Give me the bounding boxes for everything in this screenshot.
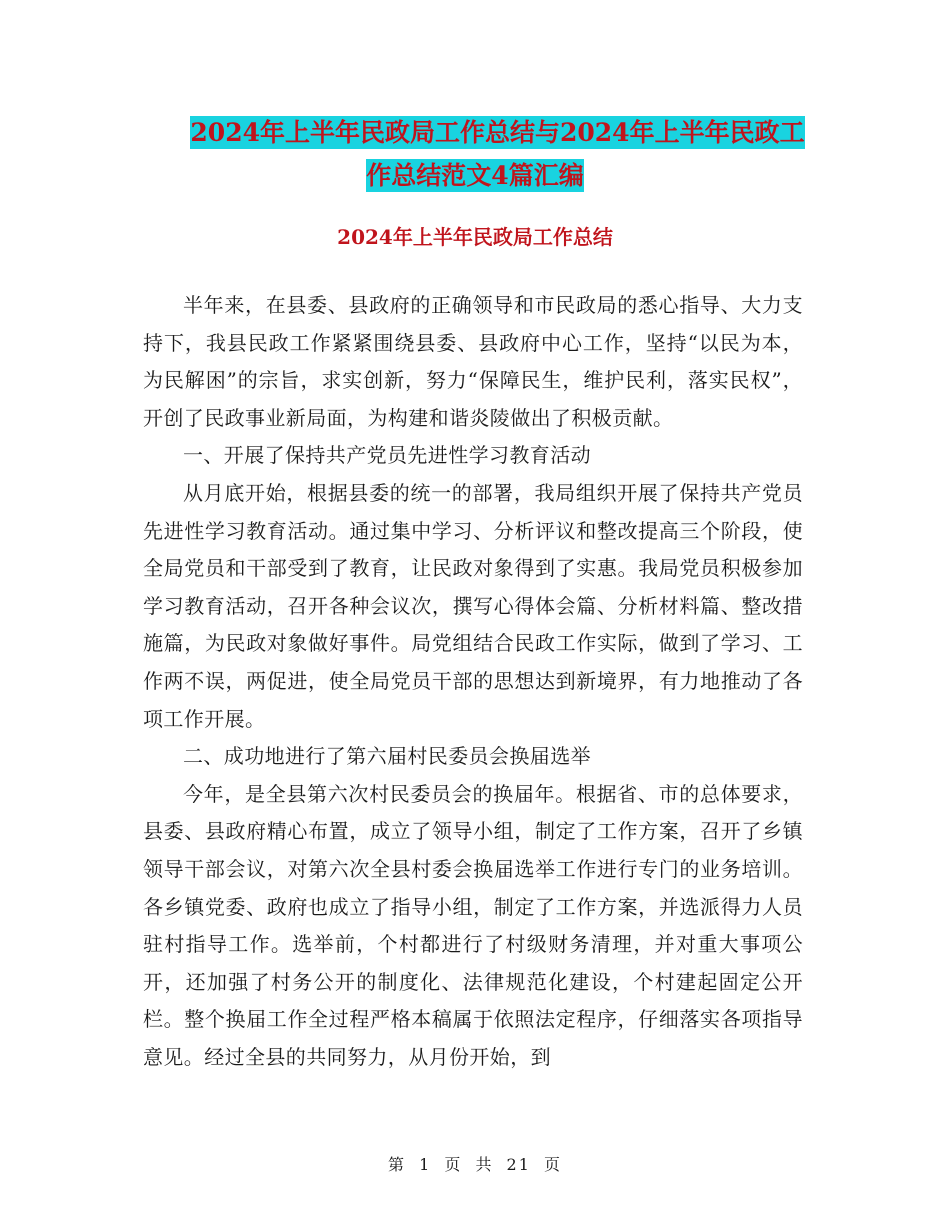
subheading: 一、开展了保持共产党员先进性学习教育活动 [183, 443, 591, 468]
subheading: 二、成功地进行了第六届村民委员会换届选举 [183, 744, 591, 769]
paragraph: 半年来，在县委、县政府的正确领导和市民政局的悉心指导、大力支持下，我县民政工作紧紧围绕县委、县政府中心工作，坚持“以民为本，为民解困”的宗旨，求实创新，努力“保障民生，维护民利，落实民权”，开创了民政事业新局面，为构建和谐炎陵做出了积极贡献。 [143, 293, 803, 430]
document-title-line-2 [0, 153, 950, 199]
document-body [143, 287, 803, 1076]
paragraph: 从月底开始，根据县委的统一的部署，我局组织开展了保持共产党员先进性学习教育活动。通过集中学习、分析评议和整改提高三个阶段，使全局党员和干部受到了教育，让民政对象得到了实惠。我局党员积极参加学习教育活动，召开各种会议次，撰写心得体会篇、分析材料篇、整改措施篇，为民政对象做好事件。局党组结合民政工作实际，做到了学习、工作两不误，两促进，使全局党员干部的思想达到新境界，有力地推动了各项工作开展。 [143, 480, 803, 731]
document-title-line-1 [0, 110, 950, 156]
title-highlight: 2024年上半年民政局工作总结与2024年上半年民政工 [190, 118, 805, 147]
title-highlight: 作总结范文4篇汇编 [366, 161, 584, 190]
section-heading: 2024年上半年民政局工作总结 [337, 225, 613, 249]
page-footer: 第 1 页 共 21 页 [388, 1155, 562, 1174]
paragraph: 今年，是全县第六次村民委员会的换届年。根据省、市的总体要求，县委、县政府精心布置，成立了领导小组，制定了工作方案，召开了乡镇领导干部会议，对第六次全县村委会换届选举工作进行专门的业务培训。各乡镇党委、政府也成立了指导小组，制定了工作方案，并选派得力人员驻村指导工作。选举前，个村都进行了村级财务清理，并对重大事项公开，还加强了村务公开的制度化、法律规范化建设，个村建起固定公开栏。整个换届工作全过程严格本稿属于依照法定程序，仔细落实各项指导意见。经过全县的共同努力，从月份开始，到 [143, 781, 803, 1069]
